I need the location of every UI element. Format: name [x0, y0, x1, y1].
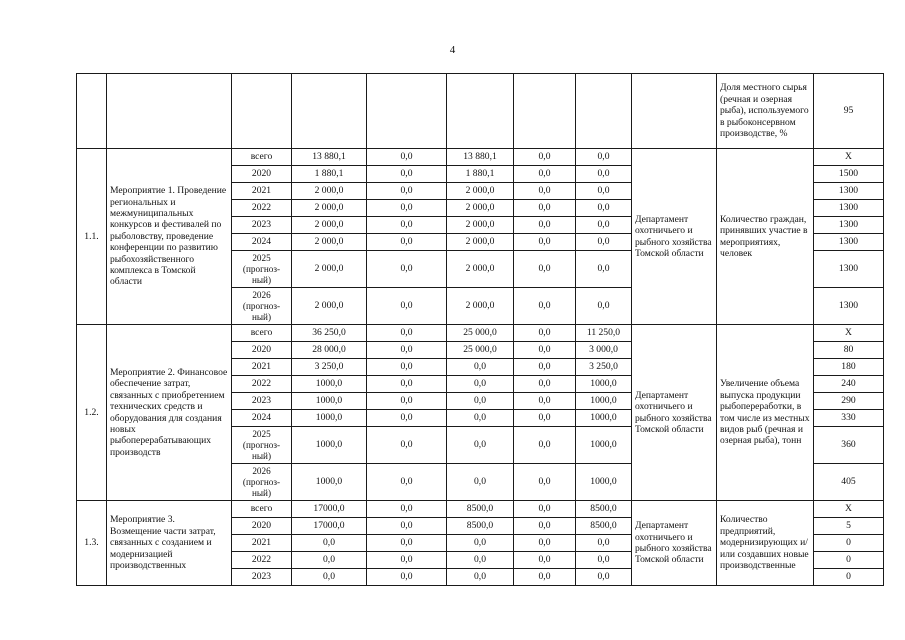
executor-cell: Департамент охотничьего и рыбного хозяйства Томской области	[632, 149, 717, 325]
total-cell: 0,0	[292, 535, 367, 552]
year-cell: всего	[232, 325, 292, 342]
year-cell: всего	[232, 149, 292, 166]
total-cell: 0,0	[292, 552, 367, 569]
indicator-value-cell: 240	[814, 376, 884, 393]
indicator-value-cell: 1500	[814, 166, 884, 183]
funding-cell-4: 0,0	[576, 535, 632, 552]
funding-cell-2: 8500,0	[447, 501, 514, 518]
indicator-cell: Увеличение объема выпуска продукции рыбопереработки, в том числе из местных видов рыб (речная и озерная рыба), тонн	[717, 325, 814, 501]
funding-cell-2: 0,0	[447, 393, 514, 410]
indicator-value-cell: 330	[814, 410, 884, 427]
year-cell: 2022	[232, 552, 292, 569]
total-cell: 13 880,1	[292, 149, 367, 166]
funding-cell-1: 0,0	[367, 288, 447, 325]
funding-cell-3: 0,0	[514, 359, 576, 376]
funding-cell-4: 0,0	[576, 251, 632, 288]
year-cell: всего	[232, 501, 292, 518]
year-cell: 2023	[232, 217, 292, 234]
indicator-value-cell: 1300	[814, 251, 884, 288]
funding-cell-1: 0,0	[367, 535, 447, 552]
year-cell: 2021	[232, 183, 292, 200]
indicator-cell: Доля местного сырья (речная и озерная рыба), используемого в рыбоконсервном производстве, %	[717, 74, 814, 149]
year-cell: 2020	[232, 518, 292, 535]
executor-cell: Департамент охотничьего и рыбного хозяйства Томской области	[632, 501, 717, 586]
year-cell: 2020	[232, 166, 292, 183]
empty-cell	[367, 74, 447, 149]
table-row	[77, 501, 884, 518]
funding-cell-1: 0,0	[367, 569, 447, 586]
funding-cell-4: 3 000,0	[576, 342, 632, 359]
indicator-value-cell: 0	[814, 552, 884, 569]
funding-cell-2: 13 880,1	[447, 149, 514, 166]
funding-cell-1: 0,0	[367, 464, 447, 501]
funding-cell-2: 25 000,0	[447, 325, 514, 342]
empty-cell	[292, 74, 367, 149]
indicator-value-cell: 360	[814, 427, 884, 464]
total-cell: 2 000,0	[292, 251, 367, 288]
year-cell: 2021	[232, 535, 292, 552]
empty-cell	[514, 74, 576, 149]
funding-cell-1: 0,0	[367, 200, 447, 217]
funding-cell-4: 1000,0	[576, 376, 632, 393]
total-cell: 3 250,0	[292, 359, 367, 376]
funding-cell-1: 0,0	[367, 393, 447, 410]
funding-cell-1: 0,0	[367, 501, 447, 518]
empty-cell	[232, 74, 292, 149]
funding-cell-4: 8500,0	[576, 501, 632, 518]
funding-cell-2: 0,0	[447, 376, 514, 393]
indicator-value-cell: 1300	[814, 200, 884, 217]
funding-cell-1: 0,0	[367, 149, 447, 166]
total-cell: 17000,0	[292, 518, 367, 535]
empty-cell	[576, 74, 632, 149]
total-cell: 2 000,0	[292, 183, 367, 200]
measure-title: Мероприятие 2. Финансовое обеспечение затрат, связанных с приобретением технических средств и оборудования для создания новых рыбоперерабатывающих производств	[107, 325, 232, 501]
funding-cell-4: 0,0	[576, 569, 632, 586]
funding-cell-4: 1000,0	[576, 464, 632, 501]
year-cell: 2023	[232, 569, 292, 586]
funding-cell-3: 0,0	[514, 552, 576, 569]
total-cell: 17000,0	[292, 501, 367, 518]
funding-cell-1: 0,0	[367, 234, 447, 251]
table-row	[77, 149, 884, 166]
funding-cell-3: 0,0	[514, 393, 576, 410]
section-code: 1.1.	[77, 149, 107, 325]
funding-cell-3: 0,0	[514, 376, 576, 393]
funding-cell-2: 8500,0	[447, 518, 514, 535]
year-cell: 2026 (прогноз-ный)	[232, 288, 292, 325]
funding-cell-2: 0,0	[447, 427, 514, 464]
funding-cell-1: 0,0	[367, 518, 447, 535]
funding-cell-4: 3 250,0	[576, 359, 632, 376]
table-body	[77, 74, 884, 586]
funding-cell-3: 0,0	[514, 149, 576, 166]
section-code: 1.2.	[77, 325, 107, 501]
indicator-value-cell: 1300	[814, 288, 884, 325]
indicator-cell: Количество предприятий, модернизирующих и/или создавших новые производственные	[717, 501, 814, 586]
total-cell: 1 880,1	[292, 166, 367, 183]
year-cell: 2024	[232, 234, 292, 251]
funding-cell-2: 2 000,0	[447, 200, 514, 217]
funding-cell-3: 0,0	[514, 166, 576, 183]
page-number: 4	[449, 44, 456, 56]
funding-cell-2: 0,0	[447, 359, 514, 376]
funding-cell-3: 0,0	[514, 518, 576, 535]
funding-cell-4: 0,0	[576, 149, 632, 166]
funding-cell-3: 0,0	[514, 464, 576, 501]
year-cell: 2025 (прогноз-ный)	[232, 427, 292, 464]
funding-cell-3: 0,0	[514, 501, 576, 518]
funding-cell-2: 0,0	[447, 552, 514, 569]
funding-cell-3: 0,0	[514, 325, 576, 342]
total-cell: 2 000,0	[292, 288, 367, 325]
funding-cell-1: 0,0	[367, 325, 447, 342]
funding-cell-4: 11 250,0	[576, 325, 632, 342]
executor-cell: Департамент охотничьего и рыбного хозяйства Томской области	[632, 325, 717, 501]
funding-cell-4: 0,0	[576, 288, 632, 325]
year-cell: 2025 (прогноз-ный)	[232, 251, 292, 288]
funding-cell-4: 1000,0	[576, 410, 632, 427]
indicator-value-cell: Х	[814, 149, 884, 166]
funding-cell-3: 0,0	[514, 251, 576, 288]
funding-cell-3: 0,0	[514, 200, 576, 217]
funding-cell-2: 2 000,0	[447, 251, 514, 288]
funding-cell-1: 0,0	[367, 183, 447, 200]
section-code: 1.3.	[77, 501, 107, 586]
total-cell: 1000,0	[292, 427, 367, 464]
total-cell: 2 000,0	[292, 217, 367, 234]
funding-cell-3: 0,0	[514, 342, 576, 359]
funding-cell-4: 0,0	[576, 234, 632, 251]
funding-cell-2: 1 880,1	[447, 166, 514, 183]
funding-cell-2: 2 000,0	[447, 288, 514, 325]
indicator-value-cell: 290	[814, 393, 884, 410]
year-cell: 2024	[232, 410, 292, 427]
funding-cell-1: 0,0	[367, 251, 447, 288]
total-cell: 28 000,0	[292, 342, 367, 359]
indicator-value-cell: 1300	[814, 183, 884, 200]
indicator-value-cell: Х	[814, 501, 884, 518]
total-cell: 0,0	[292, 569, 367, 586]
funding-cell-1: 0,0	[367, 427, 447, 464]
funding-cell-2: 0,0	[447, 569, 514, 586]
total-cell: 1000,0	[292, 393, 367, 410]
indicator-value-cell: 1300	[814, 234, 884, 251]
total-cell: 2 000,0	[292, 200, 367, 217]
funding-cell-3: 0,0	[514, 427, 576, 464]
total-cell: 36 250,0	[292, 325, 367, 342]
funding-cell-1: 0,0	[367, 359, 447, 376]
funding-cell-1: 0,0	[367, 217, 447, 234]
funding-cell-2: 2 000,0	[447, 234, 514, 251]
measure-title: Мероприятие 1. Проведение региональных и межмуниципальных конкурсов и фестивалей по рыболовству, проведение конференции по развитию рыбохозяйственного комплекса в Томской области	[107, 149, 232, 325]
year-cell: 2026 (прогноз-ный)	[232, 464, 292, 501]
funding-cell-1: 0,0	[367, 166, 447, 183]
funding-cell-2: 25 000,0	[447, 342, 514, 359]
funding-cell-2: 2 000,0	[447, 217, 514, 234]
funding-cell-4: 1000,0	[576, 393, 632, 410]
indicator-value-cell: Х	[814, 325, 884, 342]
funding-cell-2: 2 000,0	[447, 183, 514, 200]
funding-cell-4: 0,0	[576, 183, 632, 200]
funding-cell-4: 0,0	[576, 166, 632, 183]
funding-cell-4: 0,0	[576, 217, 632, 234]
empty-cell	[447, 74, 514, 149]
funding-cell-4: 0,0	[576, 200, 632, 217]
program-table	[76, 73, 884, 586]
total-cell: 1000,0	[292, 410, 367, 427]
indicator-value-cell: 0	[814, 569, 884, 586]
indicator-value-cell: 80	[814, 342, 884, 359]
year-cell: 2022	[232, 200, 292, 217]
indicator-value-cell: 95	[814, 74, 884, 149]
funding-cell-1: 0,0	[367, 376, 447, 393]
funding-cell-4: 1000,0	[576, 427, 632, 464]
indicator-value-cell: 0	[814, 535, 884, 552]
total-cell: 1000,0	[292, 464, 367, 501]
empty-cell	[107, 74, 232, 149]
funding-cell-1: 0,0	[367, 342, 447, 359]
empty-cell	[77, 74, 107, 149]
funding-cell-2: 0,0	[447, 410, 514, 427]
funding-cell-3: 0,0	[514, 535, 576, 552]
total-cell: 2 000,0	[292, 234, 367, 251]
indicator-value-cell: 180	[814, 359, 884, 376]
funding-cell-3: 0,0	[514, 234, 576, 251]
indicator-cell: Количество граждан, принявших участие в мероприятиях, человек	[717, 149, 814, 325]
total-cell: 1000,0	[292, 376, 367, 393]
empty-cell	[632, 74, 717, 149]
funding-cell-3: 0,0	[514, 183, 576, 200]
funding-cell-3: 0,0	[514, 410, 576, 427]
indicator-value-cell: 1300	[814, 217, 884, 234]
funding-cell-3: 0,0	[514, 288, 576, 325]
funding-cell-3: 0,0	[514, 569, 576, 586]
table-row	[77, 325, 884, 342]
year-cell: 2020	[232, 342, 292, 359]
funding-cell-4: 8500,0	[576, 518, 632, 535]
indicator-value-cell: 405	[814, 464, 884, 501]
funding-cell-1: 0,0	[367, 552, 447, 569]
funding-cell-4: 0,0	[576, 552, 632, 569]
header-continuation-row	[77, 74, 884, 149]
year-cell: 2022	[232, 376, 292, 393]
funding-cell-3: 0,0	[514, 217, 576, 234]
measure-title: Мероприятие 3. Возмещение части затрат, связанных с созданием и модернизацией производственных	[107, 501, 232, 586]
funding-cell-1: 0,0	[367, 410, 447, 427]
funding-cell-2: 0,0	[447, 535, 514, 552]
indicator-value-cell: 5	[814, 518, 884, 535]
year-cell: 2021	[232, 359, 292, 376]
funding-cell-2: 0,0	[447, 464, 514, 501]
year-cell: 2023	[232, 393, 292, 410]
